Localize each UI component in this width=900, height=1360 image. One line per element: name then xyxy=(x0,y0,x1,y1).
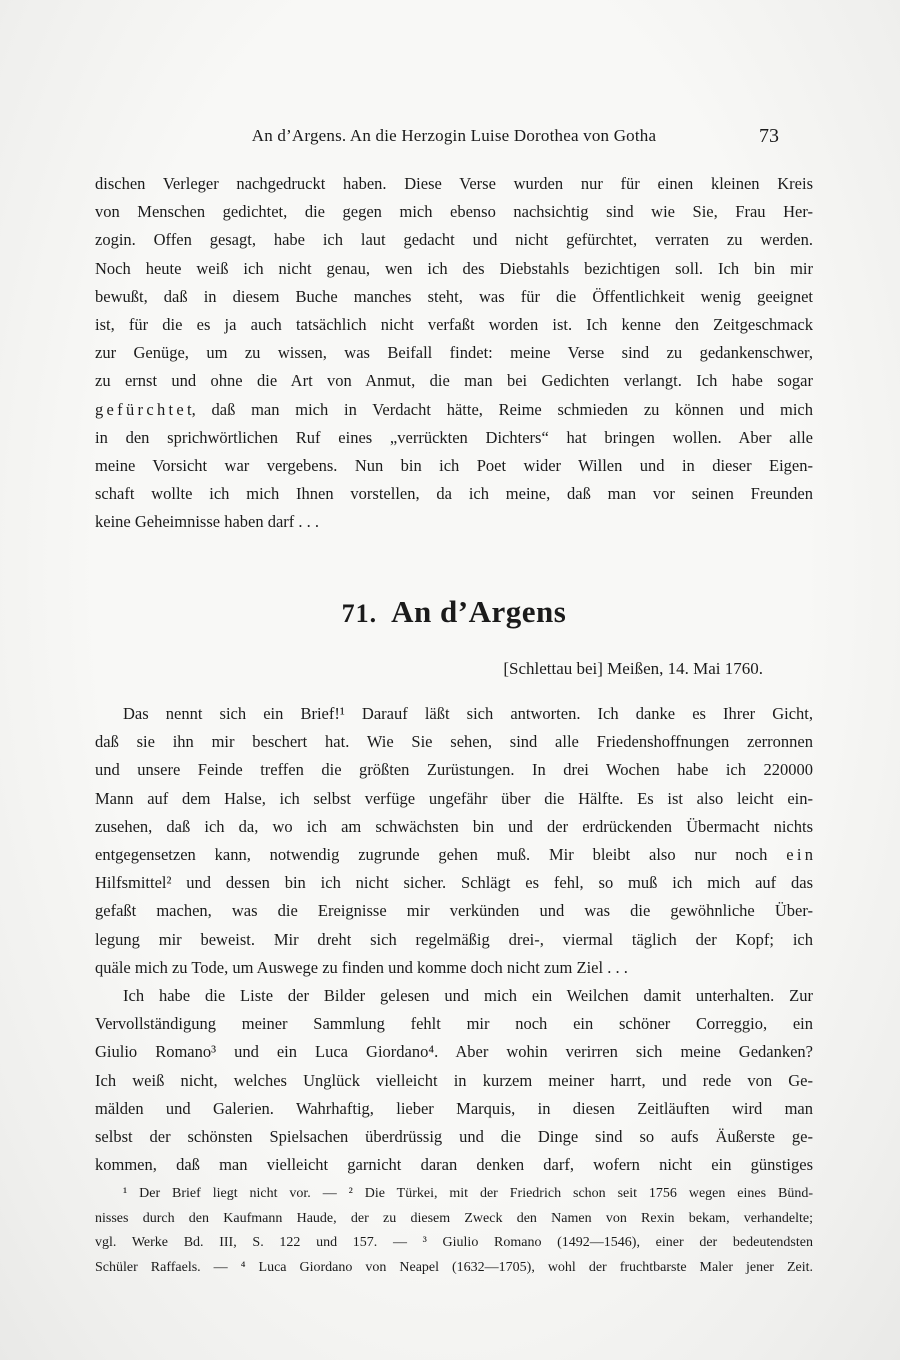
text-line: ist, für die es ja auch tatsächlich nicht verfaßt worden ist. Ich kenne den Zeitgeschmack xyxy=(95,315,813,335)
text-line: und unsere Feinde treffen die größten Zurüstungen. In drei Wochen habe ich 220000 xyxy=(95,760,813,780)
paragraph xyxy=(95,700,813,982)
text-line: nisses durch den Kaufmann Haude, der zu diesem Zweck den Namen von Rexin bekam, verhandelte; xyxy=(95,1210,813,1226)
paragraph xyxy=(95,982,813,1179)
text-line: entgegensetzen kann, notwendig zugrunde gehen muß. Mir bleibt also nur noch e i n xyxy=(95,845,813,865)
running-head xyxy=(95,126,813,152)
text-line: bewußt, daß in diesem Buche manches steht, was für die Öffentlichkeit wenig geeignet xyxy=(95,286,813,306)
text-line: zogin. Offen gesagt, habe ich laut gedacht und nicht gefürchtet, verraten zu werden. xyxy=(95,230,813,250)
text-line: schaft wollte ich mich Ihnen vorstellen, da ich meine, daß man vor seinen Freunden xyxy=(95,484,813,504)
text-line: in den sprichwörtlichen Ruf eines „verrückten Dichters“ hat bringen wollen. Aber alle xyxy=(95,427,813,447)
paragraph xyxy=(95,170,813,537)
text-line: Hilfsmittel² und dessen bin ich nicht sicher. Schlägt es fehl, so muß ich mich auf das xyxy=(95,873,813,893)
text-line: vgl. Werke Bd. III, S. 122 und 157. — ³ Giulio Romano (1492—1546), einer der bedeutendsten xyxy=(95,1235,813,1251)
text-line: Das nennt sich ein Brief!¹ Darauf läßt sich antworten. Ich danke es Ihrer Gicht, xyxy=(123,704,813,723)
letter-number: 71. xyxy=(341,599,378,628)
page-number: 73 xyxy=(759,125,779,147)
text-line: Ich weiß nicht, welches Unglück vielleicht in kurzem meiner harrt, und rede von Ge- xyxy=(95,1070,813,1090)
text-line: mälden und Galerien. Wahrhaftig, lieber Marquis, in diesen Zeitläuften wird man xyxy=(95,1098,813,1118)
text-line: g e f ü r c h t e t, daß man mich in Verdacht hätte, Reime schmieden zu können und mich xyxy=(95,399,813,419)
letter-body xyxy=(95,700,813,1179)
text-line: ¹ Der Brief liegt nicht vor. — ² Die Türkei, mit der Friedrich schon seit 1756 wegen eines Bünd- xyxy=(123,1186,813,1201)
text-line: selbst der schönsten Spielsachen überdrüssig und die Dinge sind so aufs Äußerste ge- xyxy=(95,1127,813,1147)
letter-heading xyxy=(95,594,813,630)
text-line: dischen Verleger nachgedruckt haben. Diese Verse wurden nur für einen kleinen Kreis xyxy=(95,174,813,193)
text-line: legung mir beweist. Mir dreht sich regelmäßig drei-, viermal täglich der Kopf; ich xyxy=(95,929,813,949)
dateline: [Schlettau bei] Meißen, 14. Mai 1760. xyxy=(503,659,763,678)
text-line: quäle mich zu Tode, um Auswege zu finden und komme doch nicht zum Ziel . . . xyxy=(95,957,628,977)
running-title: An d’Argens. An die Herzogin Luise Dorothea von Gotha xyxy=(251,126,657,145)
text-line: kommen, daß man vielleicht garnicht daran denken darf, wofern nicht ein günstiges xyxy=(95,1155,813,1175)
footnotes-block xyxy=(95,1182,813,1280)
text-line: zur Genüge, um zu wissen, was Beifall findet: meine Verse sind zu gedankenschwer, xyxy=(95,343,813,363)
text-line: Schüler Raffaels. — ⁴ Luca Giordano von Neapel (1632—1705), wohl der fruchtbarste Maler jener Zeit. xyxy=(95,1259,813,1275)
letter-title: An d’Argens xyxy=(391,594,567,629)
text-line: zu ernst und ohne die Art von Anmut, die man bei Gedichten verlangt. Ich habe sogar xyxy=(95,371,813,391)
text-line: Vervollständigung meiner Sammlung fehlt mir noch ein schöner Correggio, ein xyxy=(95,1014,813,1034)
text-line: Ich habe die Liste der Bilder gelesen und mich ein Weilchen damit unterhalten. Zur xyxy=(123,986,813,1006)
paragraph xyxy=(95,1182,813,1280)
text-line: keine Geheimnisse haben darf . . . xyxy=(95,512,320,532)
text-line: Noch heute weiß ich nicht genau, wen ich des Diebstahls bezichtigen soll. Ich bin mir xyxy=(95,258,813,278)
text-line: von Menschen gedichtet, die gegen mich ebenso nachsichtig sind wie Sie, Frau Her- xyxy=(95,202,813,222)
text-line: Mann auf dem Halse, ich selbst verfüge ungefähr über die Hälfte. Es ist also leicht ein- xyxy=(95,788,813,808)
text-line: daß sie ihn mir beschert hat. Wie Sie sehen, sind alle Friedenshoffnungen zerronnen xyxy=(95,732,813,752)
text-line: zusehen, daß ich da, wo ich am schwächsten bin und der erdrückenden Übermacht nichts xyxy=(95,816,813,836)
text-line: gefaßt machen, was die Ereignisse mir verkünden und was die gewöhnliche Über- xyxy=(95,901,813,921)
continuation-paragraph xyxy=(95,170,813,537)
text-line: meine Vorsicht war vergebens. Nun bin ich Poet wider Willen und in dieser Eigen- xyxy=(95,456,813,476)
text-line: Giulio Romano³ und ein Luca Giordano⁴. Aber wohin verirren sich meine Gedanken? xyxy=(95,1042,813,1062)
